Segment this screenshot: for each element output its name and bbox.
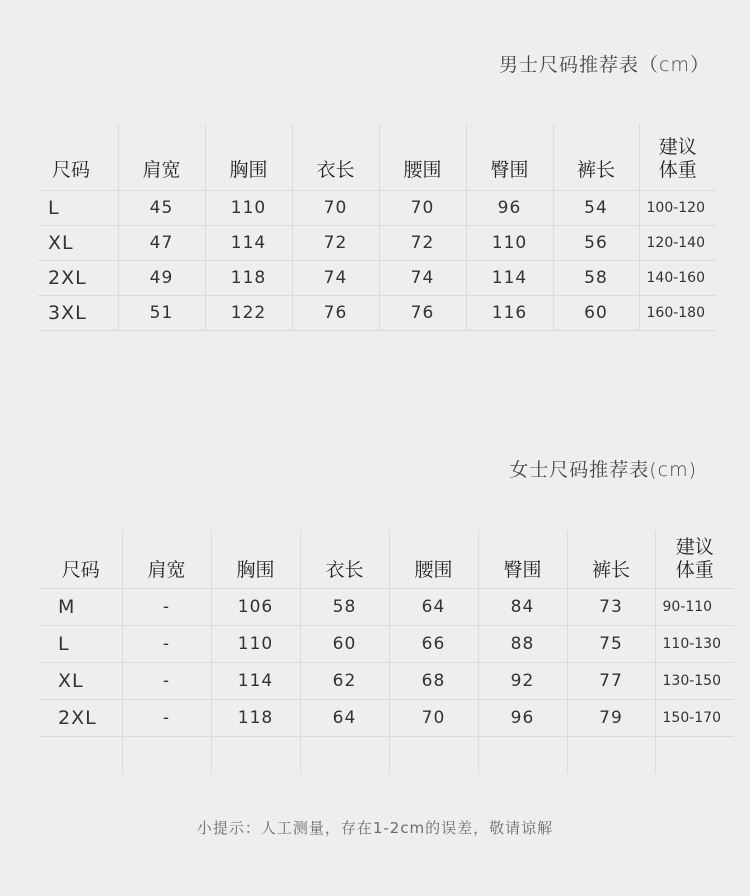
column-header: 裤长 — [567, 530, 655, 589]
table-cell: 116 — [466, 296, 553, 331]
column-header: 腰围 — [389, 530, 478, 589]
table-cell: 130-150 — [655, 663, 734, 700]
table-cell: L — [38, 191, 118, 226]
table-cell: 56 — [553, 226, 639, 261]
column-header: 尺码 — [38, 124, 118, 191]
table-cell: L — [40, 626, 122, 663]
table-cell: 114 — [205, 226, 292, 261]
table-cell: 47 — [118, 226, 205, 261]
table-cell: 70 — [379, 191, 466, 226]
table-cell-empty — [40, 737, 122, 775]
table-cell: 70 — [389, 700, 478, 737]
table-cell: 73 — [567, 589, 655, 626]
table-row — [38, 296, 716, 331]
column-header: 尺码 — [40, 530, 122, 589]
table-cell: 54 — [553, 191, 639, 226]
men-size-table — [38, 124, 716, 331]
table-cell-empty — [655, 737, 734, 775]
table-cell: 90-110 — [655, 589, 734, 626]
table-cell: 49 — [118, 261, 205, 296]
table-cell: XL — [38, 226, 118, 261]
column-header: 臀围 — [466, 124, 553, 191]
women-size-table — [40, 530, 734, 774]
column-header: 衣长 — [300, 530, 389, 589]
table-cell: - — [122, 700, 211, 737]
table-cell: 92 — [478, 663, 567, 700]
table-cell-empty — [211, 737, 300, 775]
table-cell: 2XL — [40, 700, 122, 737]
column-header: 建议 体重 — [639, 124, 716, 191]
column-header: 衣长 — [292, 124, 379, 191]
table-cell: 76 — [379, 296, 466, 331]
table-cell: 160-180 — [639, 296, 716, 331]
table-cell: 110 — [211, 626, 300, 663]
table-cell: 60 — [300, 626, 389, 663]
table-cell: 62 — [300, 663, 389, 700]
table-header-row — [40, 530, 734, 589]
table-cell: 110 — [205, 191, 292, 226]
measurement-tip: 小提示：人工测量，存在1-2cm的误差，敬请谅解 — [196, 819, 554, 837]
table-cell: 72 — [292, 226, 379, 261]
table-cell: 100-120 — [639, 191, 716, 226]
table-cell: 114 — [466, 261, 553, 296]
table-row — [38, 226, 716, 261]
table-cell: 106 — [211, 589, 300, 626]
table-cell: 120-140 — [639, 226, 716, 261]
table-cell: 110-130 — [655, 626, 734, 663]
table-cell: 64 — [389, 589, 478, 626]
table-cell: 88 — [478, 626, 567, 663]
table-row — [40, 626, 734, 663]
table-row — [38, 191, 716, 226]
table-cell-empty — [122, 737, 211, 775]
table-cell: 60 — [553, 296, 639, 331]
column-header: 裤长 — [553, 124, 639, 191]
column-header: 肩宽 — [118, 124, 205, 191]
table-cell: - — [122, 626, 211, 663]
table-cell: 75 — [567, 626, 655, 663]
table-cell: 84 — [478, 589, 567, 626]
table-cell: XL — [40, 663, 122, 700]
table-cell: 77 — [567, 663, 655, 700]
column-header: 胸围 — [205, 124, 292, 191]
table-cell: M — [40, 589, 122, 626]
table-row — [40, 589, 734, 626]
table-cell: 58 — [300, 589, 389, 626]
table-cell: 118 — [205, 261, 292, 296]
table-row — [38, 261, 716, 296]
table-cell: 45 — [118, 191, 205, 226]
column-header: 臀围 — [478, 530, 567, 589]
table-cell: 70 — [292, 191, 379, 226]
men-size-chart-title: 男士尺码推荐表（cm） — [499, 54, 710, 76]
table-empty-row — [40, 737, 734, 775]
table-header-row — [38, 124, 716, 191]
column-header: 建议 体重 — [655, 530, 734, 589]
table-cell: 140-160 — [639, 261, 716, 296]
table-cell: 58 — [553, 261, 639, 296]
table-cell: 79 — [567, 700, 655, 737]
table-cell: 110 — [466, 226, 553, 261]
table-row — [40, 663, 734, 700]
table-cell: 114 — [211, 663, 300, 700]
table-cell: 3XL — [38, 296, 118, 331]
table-cell: 51 — [118, 296, 205, 331]
column-header: 腰围 — [379, 124, 466, 191]
table-cell: - — [122, 589, 211, 626]
table-cell: 72 — [379, 226, 466, 261]
table-cell: 74 — [292, 261, 379, 296]
table-cell: 118 — [211, 700, 300, 737]
table-cell: 68 — [389, 663, 478, 700]
table-cell-empty — [300, 737, 389, 775]
table-cell: 122 — [205, 296, 292, 331]
table-cell: 2XL — [38, 261, 118, 296]
women-size-chart-title: 女士尺码推荐表(cm) — [509, 459, 697, 481]
column-header: 胸围 — [211, 530, 300, 589]
table-cell: 96 — [478, 700, 567, 737]
table-row — [40, 700, 734, 737]
table-cell: 74 — [379, 261, 466, 296]
table-cell: 96 — [466, 191, 553, 226]
table-cell: 64 — [300, 700, 389, 737]
table-cell: 150-170 — [655, 700, 734, 737]
column-header: 肩宽 — [122, 530, 211, 589]
table-cell-empty — [389, 737, 478, 775]
table-cell: - — [122, 663, 211, 700]
table-cell-empty — [567, 737, 655, 775]
table-cell: 76 — [292, 296, 379, 331]
table-cell: 66 — [389, 626, 478, 663]
table-cell-empty — [478, 737, 567, 775]
